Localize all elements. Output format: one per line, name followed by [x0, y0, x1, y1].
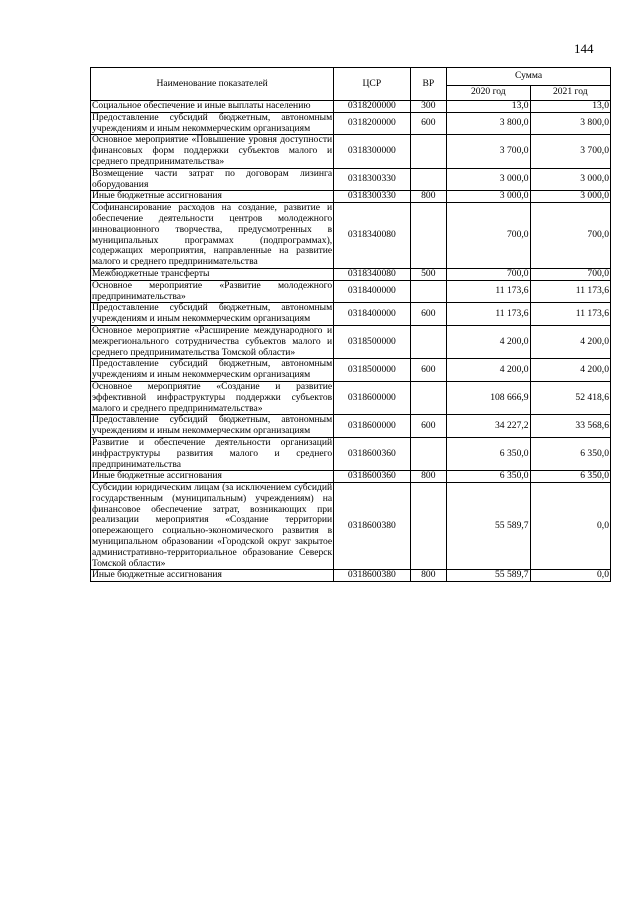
row-vr-cell — [410, 483, 447, 570]
page-number: 144 — [574, 41, 594, 56]
row-name-cell: Предоставление субсидий бюджетным, автономным учреждениям и иным некоммерческим организациям — [92, 414, 333, 437]
row-vr-cell — [410, 135, 447, 168]
row-vr-cell: 600 — [410, 359, 447, 382]
row-csr-cell: 0318340080 — [334, 268, 410, 280]
row-name-cell: Основное мероприятие «Повышение уровня доступности финансовых форм поддержки субъектов малого и среднего предпринимательства» — [92, 134, 333, 167]
row-csr-cell: 0318600000 — [334, 381, 410, 414]
row-name-cell: Социальное обеспечение и иные выплаты населению — [91, 101, 334, 113]
row-name-cell: Основное мероприятие «Расширение международного и межрегионального сотрудничества субъектов малого и среднего предпринимательства Томской области» — [92, 324, 333, 358]
row-name-cell: Субсидии юридическим лицам (за исключением субсидий государственным (муниципальным) учреждениям) на финансовое обеспечение затрат, возникающих при реализации мероприятия «Создание территории опережающего социально-экономического развития в муниципальном образовании «Городской округ закрытое административно-территориальное образование Северск Томской области» — [92, 482, 333, 569]
header-vr: ВР — [410, 68, 447, 101]
row-2021-cell: 3 000,0 — [530, 191, 610, 203]
row-vr-cell: 500 — [410, 268, 447, 280]
table-row — [91, 415, 611, 438]
header-year-2021: 2021 год — [530, 85, 610, 100]
row-name-cell: Предоставление субсидий бюджетным, автономным учреждениям и иным некоммерческим организациям — [92, 358, 333, 381]
row-2021-cell: 11 173,6 — [530, 303, 610, 326]
row-2021-cell: 3 000,0 — [530, 168, 610, 191]
row-vr-cell: 600 — [410, 415, 447, 438]
table-row — [91, 168, 611, 191]
row-2020-cell: 4 200,0 — [447, 359, 530, 382]
table-row — [91, 191, 611, 203]
row-csr-cell: 0318600380 — [334, 570, 410, 582]
table-row — [91, 471, 611, 483]
row-2020-cell: 700,0 — [447, 268, 530, 280]
row-2020-cell: 6 350,0 — [447, 437, 530, 470]
row-vr-cell: 300 — [410, 101, 447, 113]
table-row — [91, 325, 611, 358]
table-row — [91, 483, 611, 570]
row-csr-cell: 0318400000 — [334, 280, 410, 303]
row-csr-cell: 0318300330 — [334, 191, 410, 203]
row-2020-cell: 55 589,7 — [447, 570, 530, 582]
header-csr: ЦСР — [334, 68, 410, 101]
table-row — [91, 570, 611, 582]
budget-table — [90, 67, 611, 582]
row-name-cell: Основное мероприятие «Развитие молодежного предпринимательства» — [92, 279, 333, 302]
row-2021-cell: 4 200,0 — [530, 325, 610, 358]
row-2020-cell: 4 200,0 — [447, 325, 530, 358]
row-vr-cell — [410, 437, 447, 470]
row-2021-cell: 700,0 — [530, 203, 610, 269]
row-vr-cell — [410, 325, 447, 358]
row-name-cell: Софинансирование расходов на создание, развитие и обеспечение деятельности центров молодежного инновационного творчества, предусмотренных в муниципальных программах (подпрограммах), содержащих мероприятия, направленные на развитие малого и среднего предпринимательства — [92, 202, 333, 268]
row-2020-cell: 6 350,0 — [447, 471, 530, 483]
row-name-cell: Развитие и обеспечение деятельности организаций инфраструктуры развития малого и среднего предпринимательства — [92, 436, 333, 470]
row-vr-cell: 800 — [410, 570, 447, 582]
header-year-2020: 2020 год — [447, 85, 530, 100]
row-vr-cell — [410, 168, 447, 191]
table-row — [91, 359, 611, 382]
row-2021-cell: 13,0 — [530, 101, 610, 113]
row-csr-cell: 0318300330 — [334, 168, 410, 191]
table-row — [91, 112, 611, 135]
row-vr-cell: 800 — [410, 471, 447, 483]
row-csr-cell: 0318600360 — [334, 437, 410, 470]
row-2020-cell: 3 000,0 — [447, 191, 530, 203]
row-name-cell: Возмещение части затрат по договорам лизинга оборудования — [92, 167, 333, 190]
row-csr-cell: 0318200000 — [334, 112, 410, 135]
row-2021-cell: 3 800,0 — [530, 112, 610, 135]
row-2020-cell: 34 227,2 — [447, 415, 530, 438]
row-2020-cell: 55 589,7 — [447, 483, 530, 570]
table-row — [91, 203, 611, 269]
table-row — [91, 135, 611, 168]
row-2021-cell: 11 173,6 — [530, 280, 610, 303]
row-2021-cell: 700,0 — [530, 268, 610, 280]
row-2021-cell: 0,0 — [530, 483, 610, 570]
row-name-cell: Иные бюджетные ассигнования — [91, 570, 334, 582]
header-name: Наименование показателей — [91, 68, 334, 101]
row-name-cell: Основное мероприятие «Создание и развитие эффективной инфраструктуры поддержки субъектов малого и среднего предпринимательства» — [92, 380, 333, 414]
row-csr-cell: 0318600380 — [334, 483, 410, 570]
header-sum: Сумма — [447, 68, 611, 86]
row-2020-cell: 13,0 — [447, 101, 530, 113]
row-vr-cell — [410, 280, 447, 303]
row-csr-cell: 0318400000 — [334, 303, 410, 326]
table-row — [91, 101, 611, 113]
row-vr-cell: 800 — [410, 191, 447, 203]
row-name-cell: Межбюджетные трансферты — [91, 268, 334, 280]
row-csr-cell: 0318300000 — [334, 135, 410, 168]
row-2020-cell: 11 173,6 — [447, 280, 530, 303]
row-vr-cell: 600 — [410, 303, 447, 326]
row-csr-cell: 0318600000 — [334, 415, 410, 438]
row-name-cell: Иные бюджетные ассигнования — [91, 191, 334, 203]
table-row — [91, 268, 611, 280]
row-2020-cell: 3 800,0 — [447, 112, 530, 135]
row-name-cell: Предоставление субсидий бюджетным, автономным учреждениям и иным некоммерческим организациям — [92, 111, 333, 134]
row-2020-cell: 108 666,9 — [447, 381, 530, 414]
row-csr-cell: 0318500000 — [334, 359, 410, 382]
table-row — [91, 303, 611, 326]
table-body — [91, 101, 611, 582]
row-2021-cell: 0,0 — [530, 570, 610, 582]
row-name-cell: Предоставление субсидий бюджетным, автономным учреждениям и иным некоммерческим организациям — [92, 302, 333, 325]
row-vr-cell: 600 — [410, 112, 447, 135]
table-row — [91, 381, 611, 414]
row-2020-cell: 700,0 — [447, 203, 530, 269]
table-row — [91, 280, 611, 303]
row-csr-cell: 0318340080 — [334, 203, 410, 269]
row-2021-cell: 6 350,0 — [530, 471, 610, 483]
row-name-cell: Иные бюджетные ассигнования — [91, 471, 334, 483]
row-2020-cell: 3 000,0 — [447, 168, 530, 191]
row-2021-cell: 52 418,6 — [530, 381, 610, 414]
row-2021-cell: 33 568,6 — [530, 415, 610, 438]
row-vr-cell — [410, 203, 447, 269]
row-csr-cell: 0318500000 — [334, 325, 410, 358]
row-2021-cell: 6 350,0 — [530, 437, 610, 470]
row-2021-cell: 3 700,0 — [530, 135, 610, 168]
row-2021-cell: 4 200,0 — [530, 359, 610, 382]
row-vr-cell — [410, 381, 447, 414]
row-csr-cell: 0318200000 — [334, 101, 410, 113]
row-2020-cell: 3 700,0 — [447, 135, 530, 168]
row-csr-cell: 0318600360 — [334, 471, 410, 483]
table-row — [91, 437, 611, 470]
row-2020-cell: 11 173,6 — [447, 303, 530, 326]
